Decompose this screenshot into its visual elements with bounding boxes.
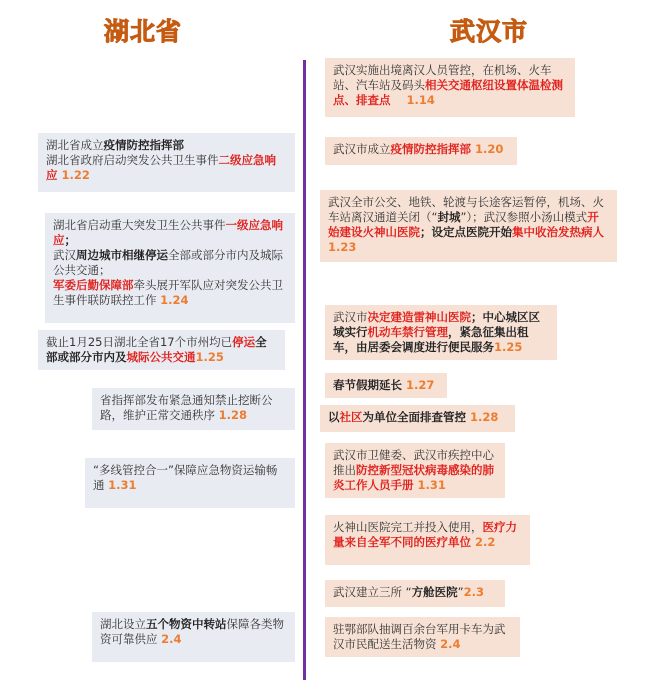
event-text: 集中收治发热病人 — [512, 225, 604, 239]
event-text: 社区 — [339, 410, 363, 424]
event-date: 2.3 — [463, 585, 484, 599]
event-text: ；中心城区区域实行 — [333, 310, 540, 339]
right-event-4 — [325, 305, 557, 360]
right-event-2 — [325, 137, 517, 165]
event-text: ，紧急征集出租车，由居委会调度进行便民服务 — [333, 325, 529, 354]
event-text: 截止1月25日湖北全省17个市州均已 — [46, 335, 233, 349]
event-text: ” — [457, 585, 464, 599]
right-event-10 — [325, 617, 520, 657]
right-event-1 — [325, 58, 575, 117]
event-date: 1.28 — [470, 410, 499, 424]
left-event-6 — [92, 612, 295, 662]
event-text: ；设定点医院开始 — [420, 225, 512, 239]
event-text: 全部或部分市内及城际公共交通； — [53, 248, 283, 277]
event-text: 火神山医院完工并投入使用， — [333, 520, 483, 534]
event-text: 开始建设火神山医院 — [328, 210, 599, 239]
event-text: 机动车禁行管理 — [367, 325, 448, 339]
event-date: 1.25 — [195, 350, 224, 364]
event-text: 疫情防控指挥部 — [103, 138, 184, 152]
event-date: 1.31 — [108, 478, 137, 492]
title-hubei: 湖北省 — [104, 17, 183, 46]
event-text: 疫情防控指挥部 — [390, 142, 471, 156]
event-text: 以 — [328, 410, 340, 424]
event-date: 1.23 — [328, 240, 357, 254]
event-date: 2.2 — [471, 535, 496, 549]
event-date: 1.14 — [390, 93, 435, 107]
event-text: 武汉全市公交、地铁、轮渡与长途客运暂停，机场、火车站离汉通道关闭（“ — [328, 195, 604, 224]
event-text: 湖北设立 — [100, 617, 146, 631]
event-date: 1.20 — [471, 142, 504, 156]
event-text: 相关交通枢纽设置体温检测点、排查点 — [333, 78, 563, 107]
event-text: 武汉市 — [333, 310, 368, 324]
event-text: 湖北省成立 — [46, 138, 104, 152]
event-text: 决定建造雷神山医院 — [367, 310, 471, 324]
event-text: 湖北省启动重大突发卫生公共事件 — [53, 218, 226, 232]
event-date: 1.27 — [406, 378, 435, 392]
event-text: 医疗力量来自全军不同的医疗单位 — [333, 520, 517, 549]
left-event-3 — [38, 330, 285, 370]
event-text: 武汉 — [53, 248, 76, 262]
event-text: 保障各类物资可靠供应 — [100, 617, 284, 646]
right-event-5 — [325, 373, 447, 398]
right-event-6 — [320, 405, 515, 432]
event-text: “多线管控合一”保障应急物资运输畅通 — [93, 463, 278, 492]
event-text: 驻鄂部队抽调百余台军用卡车为武汉市民配送生活物资 — [333, 622, 506, 651]
event-text: 牵头展开军队应对突发公共卫生事件联防联控工作 — [53, 278, 283, 307]
event-text: 防控新型冠状病毒感染的肺炎工作人员手册 — [333, 463, 494, 492]
event-text: 二级应急响应 — [46, 153, 276, 182]
event-text: 停运 — [232, 335, 256, 349]
event-text: 周边城市相继停运 — [76, 248, 168, 262]
event-text: 春节假期延长 — [333, 378, 407, 392]
event-text: 省指挥部发布紧急通知禁止挖断公路，维护正常交通秩序 — [100, 393, 273, 422]
event-date: 1.28 — [218, 408, 248, 422]
event-date: 1.22 — [57, 168, 90, 182]
event-text: 武汉建立三所 “ — [333, 585, 412, 599]
left-event-1 — [38, 133, 295, 192]
event-text: 封城 — [437, 210, 461, 224]
event-text: 武汉市卫健委、武汉市疾控中心推出 — [333, 448, 494, 477]
event-text: 全部或部分市内及 — [46, 335, 267, 364]
event-date: 1.25 — [494, 340, 523, 354]
event-text: ； — [64, 233, 76, 247]
event-text: 湖北省政府启动突发公共卫生事件 — [46, 153, 219, 167]
timeline-divider — [303, 60, 306, 680]
title-wuhan: 武汉市 — [450, 17, 529, 46]
event-text: 一级应急响应 — [53, 218, 283, 247]
event-text: ”）；武汉参照小汤山模式 — [460, 210, 588, 224]
event-text: 城际公共交通 — [126, 350, 196, 364]
right-event-9 — [325, 580, 505, 607]
event-date: 1.31 — [413, 478, 446, 492]
event-text: 武汉实施出境离汉人员管控，在机场、火车站、汽车站及码头 — [333, 63, 552, 92]
event-date: 2.4 — [161, 632, 182, 646]
left-event-2 — [45, 213, 295, 323]
right-event-8 — [325, 515, 530, 565]
event-date: 1.24 — [160, 293, 189, 307]
event-text: 为单位全面排查管控 — [362, 410, 471, 424]
event-text: 方舱医院 — [411, 585, 458, 599]
left-event-5 — [85, 458, 295, 508]
event-text: 五个物资中转站 — [146, 617, 227, 631]
event-text: 武汉市成立 — [333, 142, 391, 156]
left-event-4 — [92, 388, 295, 430]
right-event-3 — [320, 190, 617, 262]
event-date: 2.4 — [440, 637, 461, 651]
right-event-7 — [325, 443, 505, 498]
event-text: 军委后勤保障部 — [53, 278, 134, 292]
